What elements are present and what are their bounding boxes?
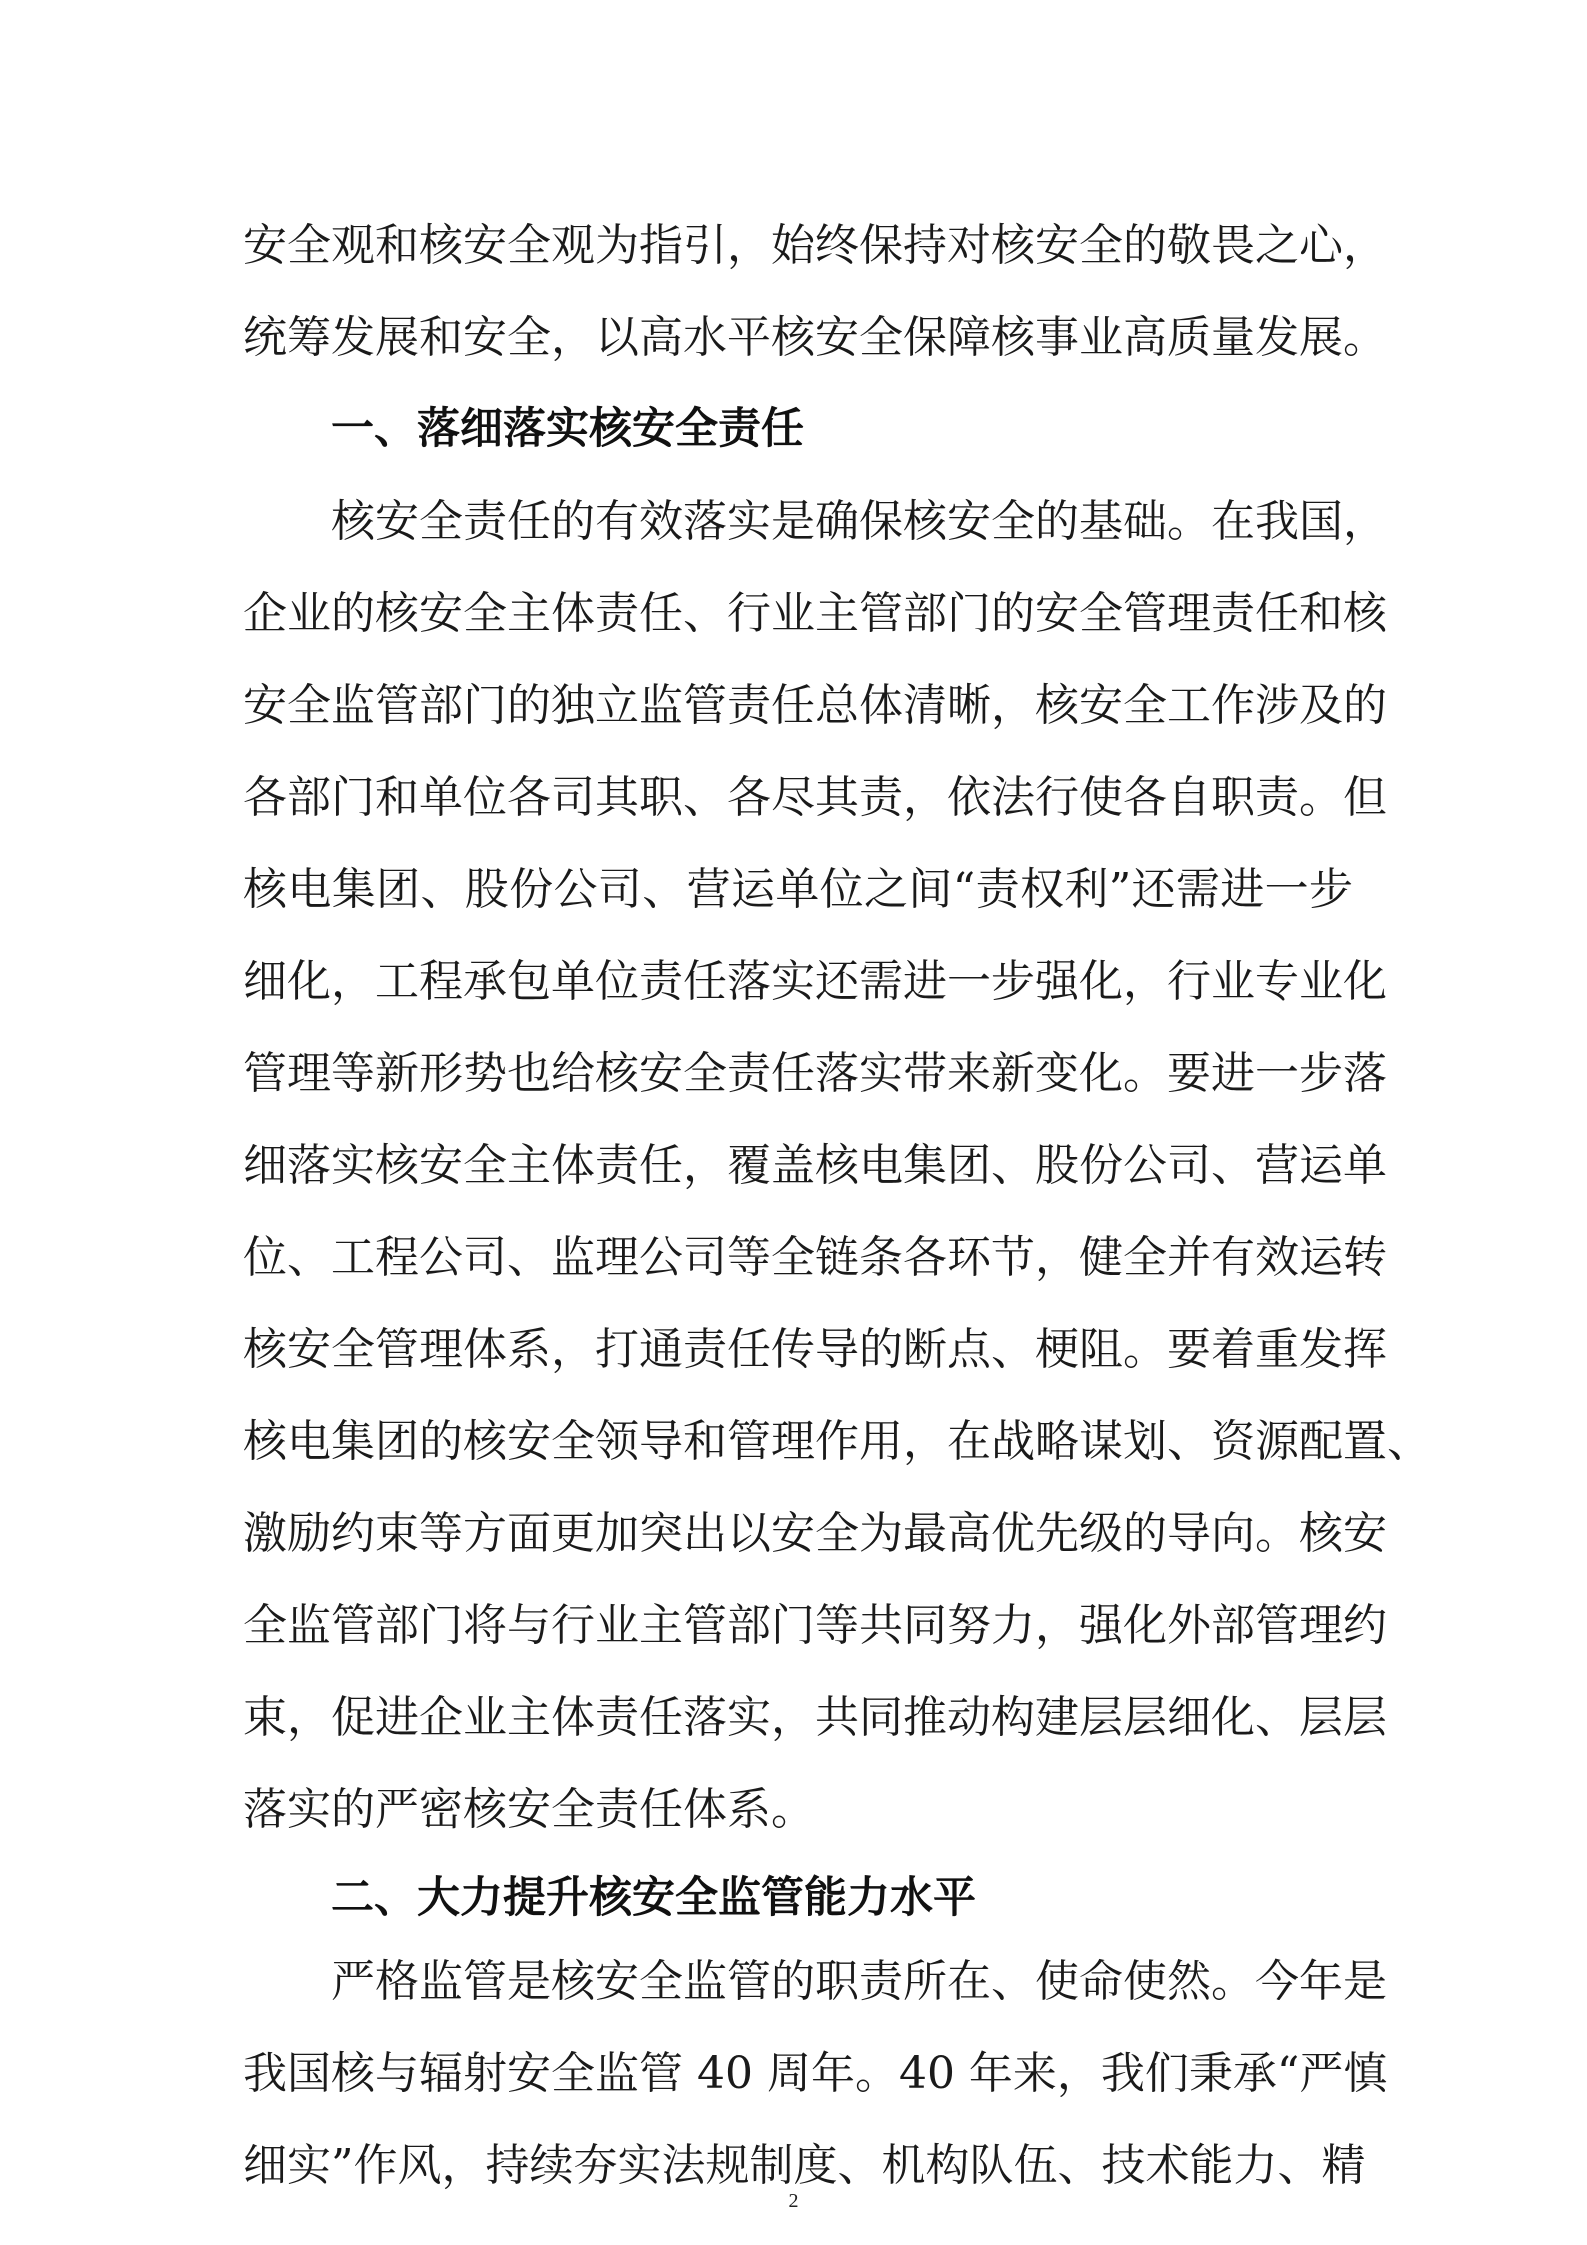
- body-line: 位、工程公司、监理公司等全链条各环节，健全并有效运转: [243, 1232, 1387, 1283]
- body-line: 细化，工程承包单位责任落实还需进一步强化，行业专业化: [243, 956, 1387, 1007]
- body-line: 核安全管理体系，打通责任传导的断点、梗阻。要着重发挥: [243, 1324, 1387, 1375]
- body-line: 各部门和单位各司其职、各尽其责，依法行使各自职责。但: [243, 772, 1387, 823]
- section-heading-2: 二、大力提升核安全监管能力水平: [331, 1873, 976, 1923]
- body-line: 严格监管是核安全监管的职责所在、使命使然。今年是: [331, 1956, 1387, 2007]
- body-line: 全监管部门将与行业主管部门等共同努力，强化外部管理约: [243, 1600, 1387, 1651]
- body-line: 核电集团、股份公司、营运单位之间“责权利”还需进一步: [243, 864, 1353, 915]
- body-line: 安全观和核安全观为指引，始终保持对核安全的敬畏之心，: [243, 220, 1387, 271]
- page-number: 2: [788, 2190, 799, 2212]
- body-line: 核电集团的核安全领导和管理作用，在战略谋划、资源配置、: [243, 1416, 1431, 1467]
- body-line: 安全监管部门的独立监管责任总体清晰，核安全工作涉及的: [243, 680, 1387, 731]
- body-line: 激励约束等方面更加突出以安全为最高优先级的导向。核安: [243, 1508, 1387, 1559]
- body-line: 我国核与辐射安全监管 40 周年。40 年来，我们秉承“严慎: [243, 2048, 1388, 2099]
- body-line: 落实的严密核安全责任体系。: [243, 1784, 815, 1835]
- section-heading-1: 一、落细落实核安全责任: [331, 404, 804, 454]
- body-line: 企业的核安全主体责任、行业主管部门的安全管理责任和核: [243, 588, 1387, 639]
- body-line: 核安全责任的有效落实是确保核安全的基础。在我国，: [331, 496, 1387, 547]
- body-line: 细落实核安全主体责任，覆盖核电集团、股份公司、营运单: [243, 1140, 1387, 1191]
- body-line: 管理等新形势也给核安全责任落实带来新变化。要进一步落: [243, 1048, 1387, 1099]
- body-line: 束，促进企业主体责任落实，共同推动构建层层细化、层层: [243, 1692, 1387, 1743]
- body-line: 细实”作风，持续夯实法规制度、机构队伍、技术能力、精: [243, 2140, 1366, 2191]
- body-line: 统筹发展和安全，以高水平核安全保障核事业高质量发展。: [243, 312, 1387, 363]
